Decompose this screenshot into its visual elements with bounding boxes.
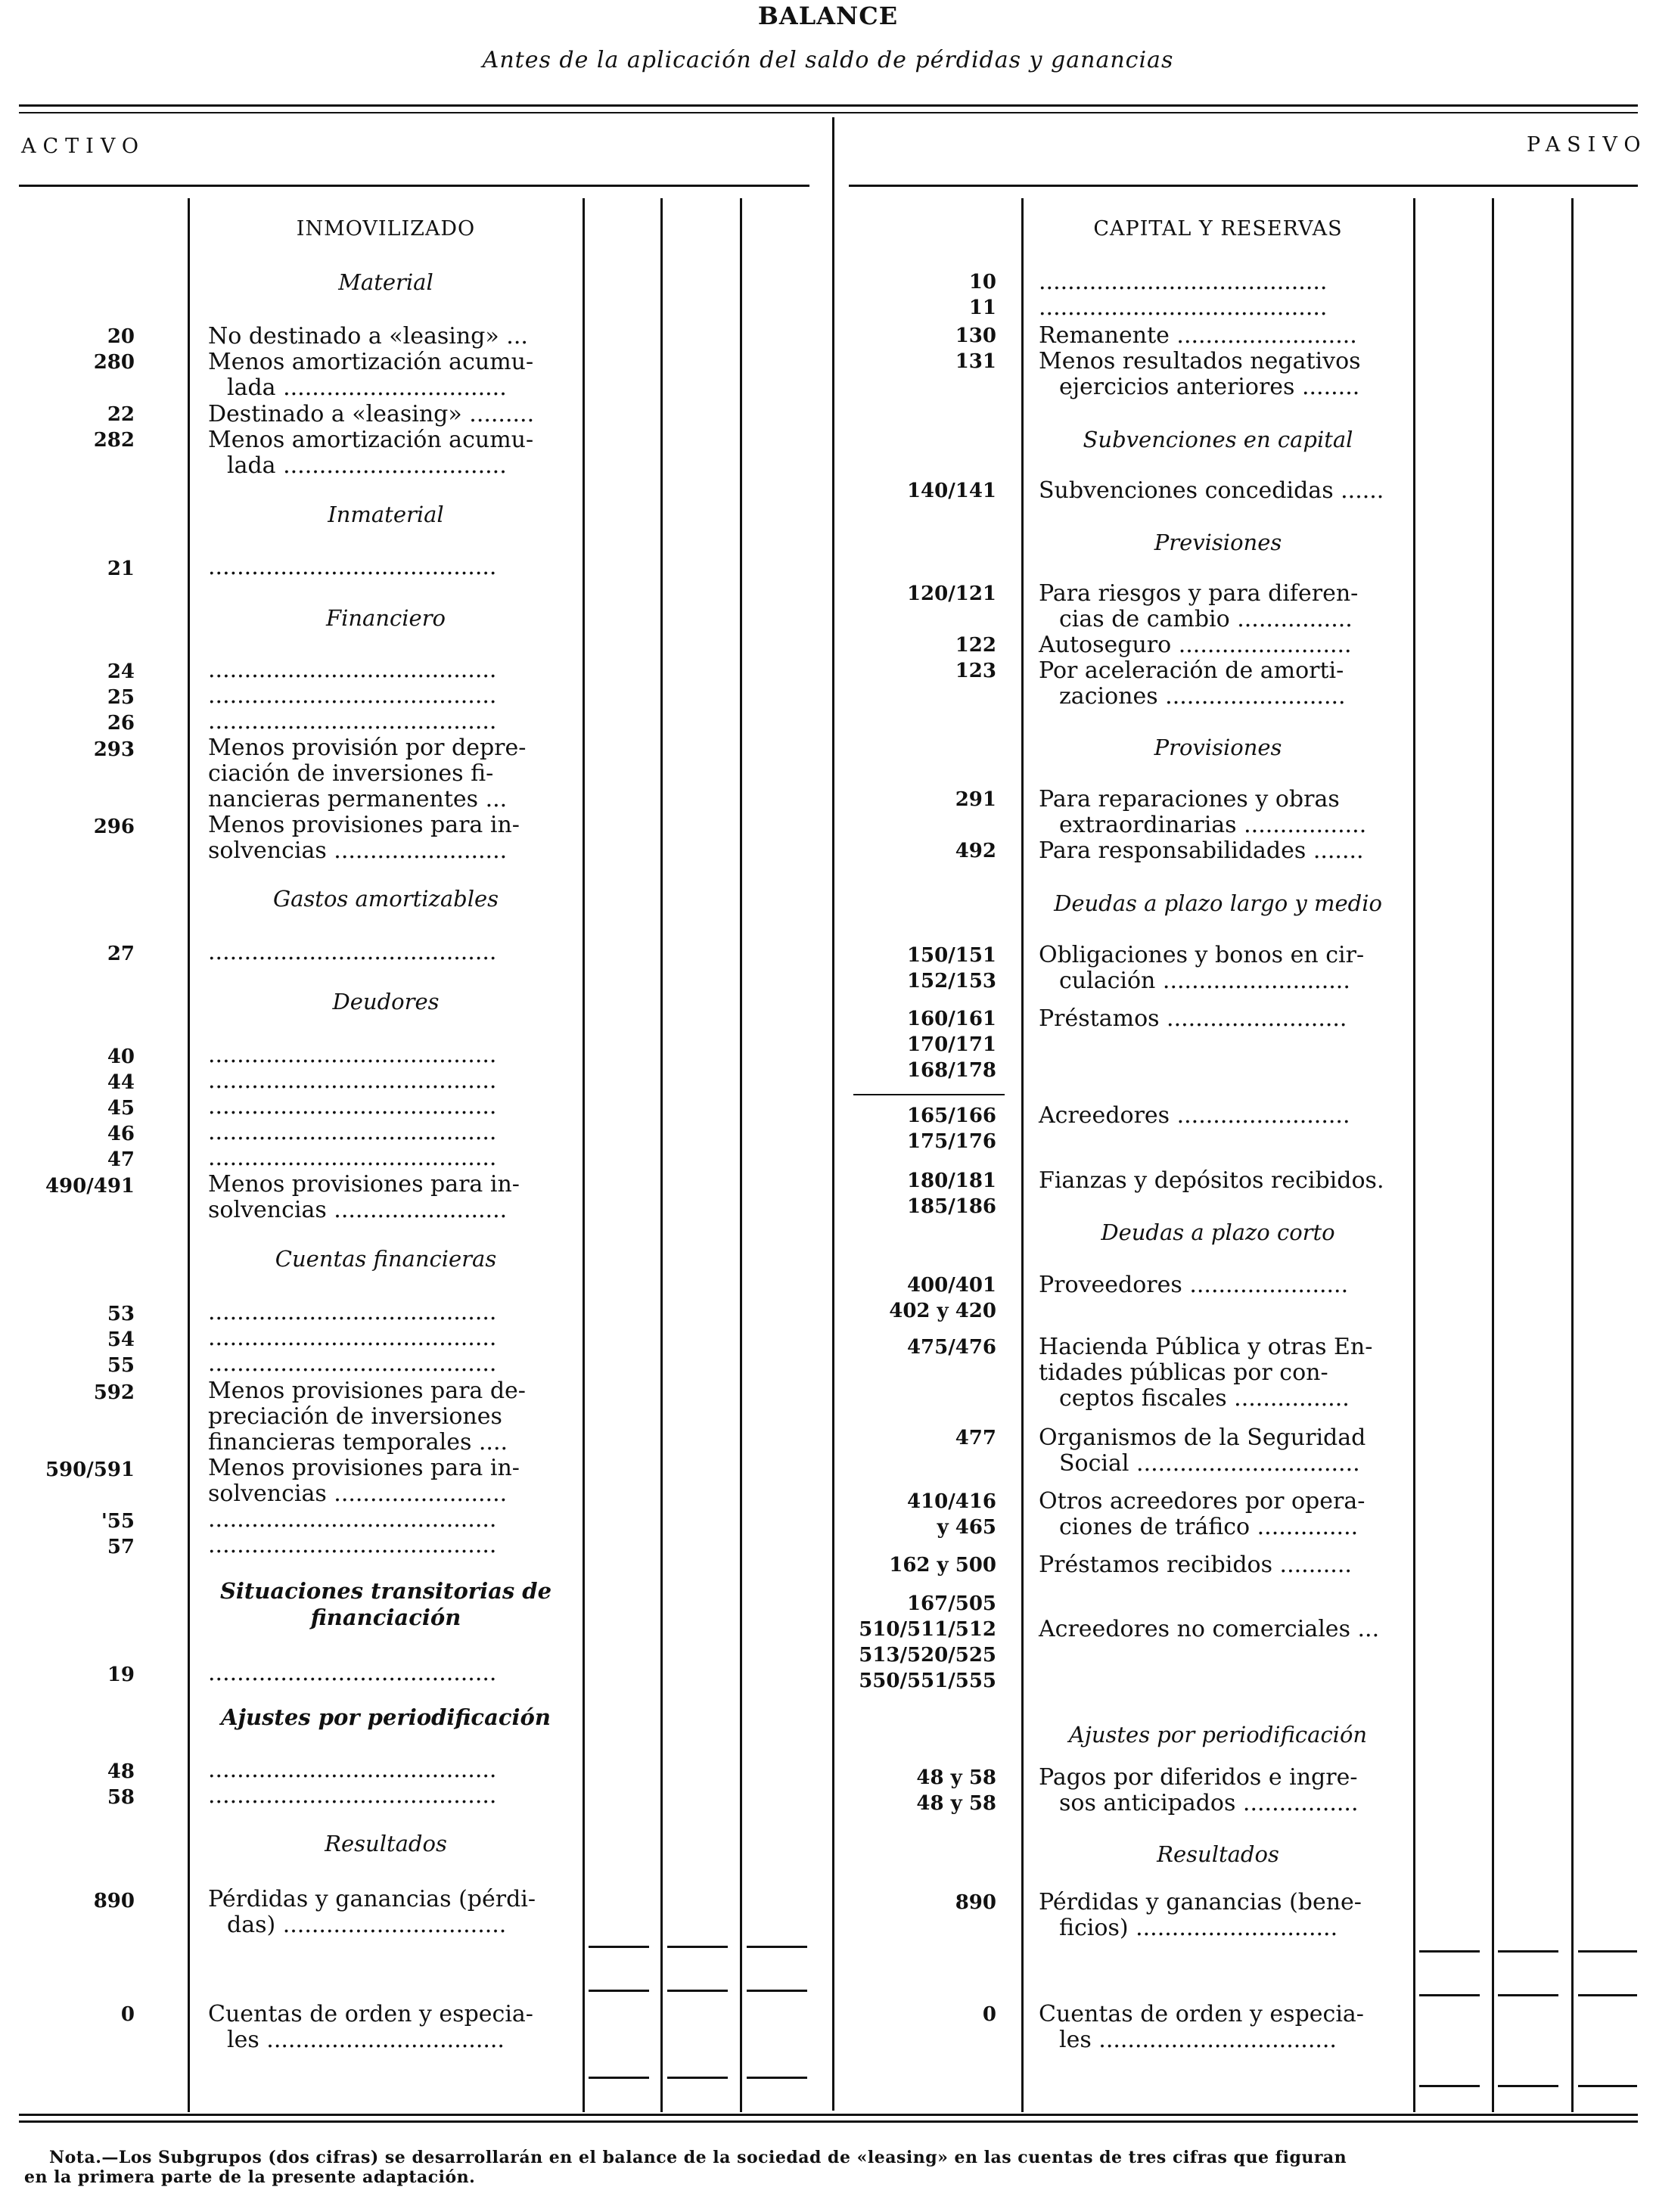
right-text: ........................................ xyxy=(1039,294,1328,321)
right-text: ejercicios anteriores ........ xyxy=(1059,374,1360,400)
right-code: 152/153 xyxy=(906,970,996,993)
right-text: Cuentas de orden y especia- xyxy=(1039,2001,1364,2027)
section-inmaterial: Inmaterial xyxy=(328,502,444,527)
right-text: les ................................. xyxy=(1059,2027,1337,2053)
left-sum-rule xyxy=(589,1946,649,1948)
right-text: Otros acreedores por opera- xyxy=(1039,1488,1366,1515)
right-code: 130 xyxy=(955,325,996,347)
left-code: 293 xyxy=(93,738,135,761)
left-text: les ................................. xyxy=(227,2027,505,2053)
section-resultados-right: Resultados xyxy=(1157,1841,1279,1867)
left-text: ........................................ xyxy=(208,1093,497,1120)
section-previsiones: Previsiones xyxy=(1154,530,1282,555)
left-code: 46 xyxy=(107,1123,135,1145)
left-text: Menos amortización acumu- xyxy=(208,427,534,453)
footnote-line-2: en la primera parte de la presente adaptación. xyxy=(24,2167,476,2187)
right-text: Pérdidas y ganancias (bene- xyxy=(1039,1889,1362,1915)
left-text: financieras temporales .... xyxy=(208,1429,508,1456)
right-code: 10 xyxy=(968,271,996,294)
right-text: Social ............................... xyxy=(1059,1450,1360,1477)
top-rule-2 xyxy=(19,112,1638,113)
bottom-rule-1 xyxy=(19,2114,1638,2116)
left-code: 47 xyxy=(107,1148,135,1171)
right-code: 400/401 xyxy=(906,1274,996,1297)
right-text: Subvenciones concedidas ...... xyxy=(1039,477,1384,504)
right-text: ciones de tráfico .............. xyxy=(1059,1514,1359,1540)
section-situaciones-2: financiación xyxy=(310,1605,461,1630)
left-text: Menos provisión por depre- xyxy=(208,735,527,761)
right-code: 168/178 xyxy=(906,1059,996,1082)
right-text: Para riesgos y para diferen- xyxy=(1039,580,1359,607)
left-text: Destinado a «leasing» ......... xyxy=(208,401,535,427)
right-text: culación .......................... xyxy=(1059,968,1350,994)
left-code: 890 xyxy=(93,1890,135,1912)
left-sum-rule xyxy=(589,1990,649,1992)
section-ajustes-left: Ajustes por periodificación xyxy=(221,1704,551,1730)
right-text: zaciones ......................... xyxy=(1059,683,1346,710)
right-text: Para reparaciones y obras xyxy=(1039,786,1340,812)
section-deudores: Deudores xyxy=(332,989,440,1014)
right-text: Acreedores ........................ xyxy=(1039,1102,1350,1129)
right-text: sos anticipados ................ xyxy=(1059,1790,1359,1816)
right-code: 185/186 xyxy=(906,1195,996,1218)
left-text: No destinado a «leasing» ... xyxy=(208,323,528,350)
right-text: Organismos de la Seguridad xyxy=(1039,1424,1366,1451)
left-sum-rule xyxy=(747,1946,807,1948)
right-code: 175/176 xyxy=(906,1130,996,1153)
left-text: ........................................ xyxy=(208,939,497,965)
right-code: 492 xyxy=(955,840,996,862)
deudas-largo-subrule xyxy=(853,1094,1005,1095)
right-code: 120/121 xyxy=(906,583,996,605)
left-text: Menos provisiones para in- xyxy=(208,1171,520,1198)
right-code: 131 xyxy=(955,350,996,373)
left-text: Cuentas de orden y especia- xyxy=(208,2001,533,2027)
right-code: 167/505 xyxy=(906,1592,996,1615)
left-amount-rule-3 xyxy=(740,198,742,2112)
left-sum-rule xyxy=(747,2077,807,2079)
right-code: 170/171 xyxy=(906,1033,996,1056)
left-code: 19 xyxy=(107,1664,135,1686)
left-sum-rule xyxy=(589,2077,649,2079)
left-code: 44 xyxy=(107,1071,135,1094)
left-text: nancieras permanentes ... xyxy=(208,786,508,812)
section-resultados-left: Resultados xyxy=(325,1831,447,1856)
left-text: ........................................ xyxy=(208,1532,497,1558)
right-code: 165/166 xyxy=(906,1104,996,1127)
right-code: 162 y 500 xyxy=(889,1554,996,1577)
left-text: ........................................ xyxy=(208,1299,497,1325)
left-text: Pérdidas y ganancias (pérdi- xyxy=(208,1886,536,1912)
footnote-line-1: Nota.—Los Subgrupos (dos cifras) se desarrollarán en el balance de la sociedad de «leasing» en las cuentas de tres cifras que figuran xyxy=(49,2148,1347,2167)
bottom-rule-2 xyxy=(19,2120,1638,2123)
left-code: 490/491 xyxy=(45,1175,135,1198)
right-text: Proveedores ...................... xyxy=(1039,1272,1349,1298)
left-code: 53 xyxy=(107,1303,135,1325)
left-amount-rule-1 xyxy=(583,198,585,2112)
left-code: 590/591 xyxy=(45,1459,135,1481)
left-text: ........................................ xyxy=(208,682,497,709)
inmovilizado-caption: INMOVILIZADO xyxy=(296,217,476,241)
left-code: 55 xyxy=(107,1354,135,1377)
left-code: 54 xyxy=(107,1328,135,1351)
left-code: 24 xyxy=(107,660,135,683)
right-text: Autoseguro ........................ xyxy=(1039,632,1352,658)
right-text: ficios) ............................ xyxy=(1059,1915,1338,1941)
right-code: 890 xyxy=(955,1891,996,1914)
right-code: 513/520/525 xyxy=(859,1644,996,1667)
right-text: Acreedores no comerciales ... xyxy=(1039,1616,1380,1642)
left-text: solvencias ........................ xyxy=(208,1480,508,1507)
left-code: 296 xyxy=(93,816,135,838)
right-sum-rule xyxy=(1498,1950,1558,1953)
right-text: tidades públicas por con- xyxy=(1039,1359,1328,1386)
right-sum-rule xyxy=(1419,1994,1480,1996)
left-header-rule xyxy=(19,185,809,187)
left-code: 45 xyxy=(107,1097,135,1120)
section-cuentas-financieras: Cuentas financieras xyxy=(275,1246,497,1272)
top-rule-1 xyxy=(19,104,1638,107)
right-amount-rule-1 xyxy=(1413,198,1415,2112)
right-code: 410/416 xyxy=(906,1490,996,1513)
left-text: solvencias ........................ xyxy=(208,837,508,864)
right-text: Hacienda Pública y otras En- xyxy=(1039,1334,1373,1360)
section-subvenciones: Subvenciones en capital xyxy=(1083,427,1353,452)
right-text: Para responsabilidades ....... xyxy=(1039,837,1364,864)
left-code: 282 xyxy=(93,429,135,452)
left-code: 57 xyxy=(107,1536,135,1558)
left-text: lada ............................... xyxy=(227,452,507,479)
left-desc-rule xyxy=(188,198,190,2112)
right-sum-rule xyxy=(1578,2085,1637,2087)
right-text: Pagos por diferidos e ingre- xyxy=(1039,1764,1358,1791)
left-code: 280 xyxy=(93,351,135,374)
section-provisiones: Provisiones xyxy=(1154,735,1282,760)
right-code: y 465 xyxy=(937,1516,996,1539)
right-code: 475/476 xyxy=(906,1336,996,1359)
right-code: 123 xyxy=(955,660,996,682)
left-code: 592 xyxy=(93,1381,135,1404)
left-text: ........................................ xyxy=(208,1067,497,1094)
left-text: lada ............................... xyxy=(227,374,507,401)
left-text: ........................................ xyxy=(208,1506,497,1533)
page-subtitle: Antes de la aplicación del saldo de pérdidas y ganancias xyxy=(482,47,1174,73)
left-text: ........................................ xyxy=(208,1325,497,1351)
left-text: ........................................ xyxy=(208,554,497,580)
page-title: BALANCE xyxy=(757,2,899,30)
left-sum-rule xyxy=(667,1946,728,1948)
right-amount-rule-3 xyxy=(1571,198,1574,2112)
right-code: 402 y 420 xyxy=(889,1300,996,1322)
left-text: ........................................ xyxy=(208,657,497,683)
left-text: Menos provisiones para de- xyxy=(208,1378,526,1404)
right-sum-rule xyxy=(1419,1950,1480,1953)
right-text: Fianzas y depósitos recibidos. xyxy=(1039,1167,1384,1194)
right-text: Menos resultados negativos xyxy=(1039,348,1361,374)
right-code: 160/161 xyxy=(906,1008,996,1030)
section-material: Material xyxy=(338,269,433,295)
right-sum-rule xyxy=(1578,1950,1637,1953)
right-text: Préstamos recibidos .......... xyxy=(1039,1552,1352,1578)
left-code: 58 xyxy=(107,1786,135,1809)
section-gastos: Gastos amortizables xyxy=(272,886,499,912)
left-sum-rule xyxy=(667,1990,728,1992)
right-header-rule xyxy=(849,185,1638,187)
left-text: Menos provisiones para in- xyxy=(208,812,520,838)
right-code: 477 xyxy=(955,1427,996,1449)
left-text: das) ............................... xyxy=(227,1912,507,1938)
right-sum-rule xyxy=(1419,2085,1480,2087)
right-text: Remanente ......................... xyxy=(1039,322,1357,349)
right-text: ceptos fiscales ................ xyxy=(1059,1385,1350,1412)
right-code: 180/181 xyxy=(906,1170,996,1192)
right-desc-rule xyxy=(1021,198,1024,2112)
left-text: ........................................ xyxy=(208,1782,497,1809)
section-situaciones-1: Situaciones transitorias de xyxy=(219,1578,552,1604)
right-code: 140/141 xyxy=(906,480,996,502)
right-text: Préstamos ......................... xyxy=(1039,1005,1347,1032)
left-text: ........................................ xyxy=(208,1350,497,1377)
left-text: ........................................ xyxy=(208,1145,497,1171)
pasivo-header: PASIVO xyxy=(1527,133,1648,157)
left-text: ........................................ xyxy=(208,1660,497,1686)
left-sum-rule xyxy=(667,2077,728,2079)
left-code: 0 xyxy=(120,2003,135,2026)
left-text: ........................................ xyxy=(208,1119,497,1145)
right-code: 291 xyxy=(955,788,996,811)
right-sum-rule xyxy=(1498,1994,1558,1996)
section-deudas-corto: Deudas a plazo corto xyxy=(1101,1219,1335,1245)
left-text: ........................................ xyxy=(208,1042,497,1068)
left-text: ........................................ xyxy=(208,708,497,735)
left-code: 20 xyxy=(107,325,135,348)
right-code: 510/511/512 xyxy=(859,1618,996,1641)
section-ajustes-right: Ajustes por periodificación xyxy=(1068,1722,1368,1748)
right-code: 150/151 xyxy=(906,944,996,967)
left-code: '55 xyxy=(101,1510,135,1533)
right-code: 0 xyxy=(982,2003,996,2026)
section-deudas-largo: Deudas a plazo largo y medio xyxy=(1054,890,1382,916)
left-code: 27 xyxy=(107,943,135,965)
right-sum-rule xyxy=(1498,2085,1558,2087)
right-text: cias de cambio ................ xyxy=(1059,606,1353,632)
left-code: 40 xyxy=(107,1045,135,1068)
left-text: Menos amortización acumu- xyxy=(208,349,534,375)
capital-caption: CAPITAL Y RESERVAS xyxy=(1093,217,1343,241)
right-text: ........................................ xyxy=(1039,269,1328,295)
right-code: 122 xyxy=(955,634,996,657)
right-code: 550/551/555 xyxy=(859,1670,996,1692)
right-text: Por aceleración de amorti- xyxy=(1039,657,1344,684)
left-text: preciación de inversiones xyxy=(208,1403,502,1430)
left-text: Menos provisiones para in- xyxy=(208,1455,520,1481)
right-code: 48 y 58 xyxy=(916,1792,996,1815)
activo-header: ACTIVO xyxy=(21,135,145,158)
left-text: ........................................ xyxy=(208,1757,497,1783)
left-amount-rule-2 xyxy=(660,198,663,2112)
right-text: extraordinarias ................. xyxy=(1059,812,1367,838)
right-text: Obligaciones y bonos en cir- xyxy=(1039,942,1365,968)
right-code: 48 y 58 xyxy=(916,1766,996,1789)
right-amount-rule-2 xyxy=(1492,198,1494,2112)
left-code: 21 xyxy=(107,558,135,580)
right-code: 11 xyxy=(968,297,996,319)
left-code: 26 xyxy=(107,712,135,735)
left-text: ciación de inversiones fi- xyxy=(208,760,494,787)
left-code: 48 xyxy=(107,1760,135,1783)
right-sum-rule xyxy=(1578,1994,1637,1996)
left-code: 22 xyxy=(107,403,135,426)
section-financiero: Financiero xyxy=(325,605,446,631)
left-code: 25 xyxy=(107,686,135,709)
left-sum-rule xyxy=(747,1990,807,1992)
left-text: solvencias ........................ xyxy=(208,1197,508,1223)
